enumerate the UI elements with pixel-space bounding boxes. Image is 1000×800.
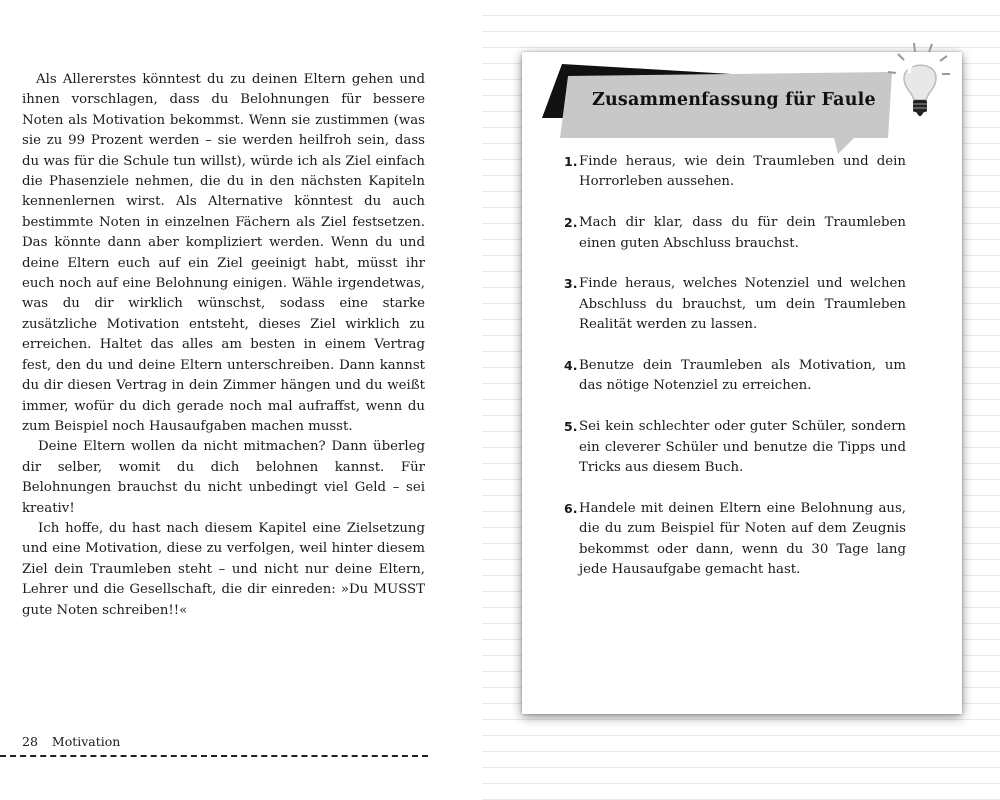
list-item: [564, 499, 906, 581]
title-banner: [538, 62, 938, 154]
item-number: 1.: [564, 154, 578, 169]
item-text: Mach dir klar, dass du für dein Traumleben einen guten Abschluss brauchst.: [579, 215, 906, 251]
footer-divider: [0, 755, 428, 757]
summary-box: [522, 52, 962, 714]
banner-gray-shape: [560, 72, 892, 154]
item-number: 2.: [564, 215, 578, 231]
item-number: 4.: [564, 358, 578, 374]
paragraph: Ich hoffe, du hast nach diesem Kapitel eine Zielsetzung und eine Motivation, diese zu verfolgen, weil hinter diesem Ziel dein Traumleben steht – und nicht nur deine Eltern, Lehrer und die Gesellschaft, die dir einreden: »Du MUSST gute Noten schreiben!!«: [22, 520, 425, 618]
chapter-title: Motivation: [51, 734, 121, 749]
item-number: 5.: [564, 419, 578, 435]
list-item: [564, 417, 906, 478]
item-text: Finde heraus, wie dein Traumleben und dein Horrorleben aussehen.: [579, 154, 906, 190]
summary-title: Zusammenfassung für Faule: [592, 90, 876, 110]
list-item: [564, 152, 906, 193]
right-page: [482, 0, 1000, 800]
page-number: 28: [22, 734, 38, 749]
paragraph: Als Allererstes könntest du zu deinen Eltern gehen und ihnen vorschlagen, dass du Belohnungen für bessere Noten als Motivation bekommst. Wenn sie zustimmen (was sie zu 99 Prozent werden – sie werden heilfroh sein, dass du was für die Schule tun willst), würde ich als Ziel einfach die Phasenziele nehmen, die du in den nächsten Kapiteln kennenlernen wirst. Als Alternative könntest du auch bestimmte Noten in einzelnen Fächern als Ziel festsetzen. Das könnte dann aber kompliziert werden. Wenn du und deine Eltern euch auf ein Ziel geeinigt habt, müsst ihr euch noch auf eine Belohnung einigen. Wähle irgendetwas, was du dir wirklich wünschst, sodass eine starke zusätzliche Motivation entsteht, dieses Ziel wirklich zu erreichen. Haltet das alles am besten in einem Vertrag fest, den du und deine Eltern unterschreiben. Dann kannst du dir diesen Vertrag in dein Zimmer hängen und du weißt immer, wofür du dich gerade noch mal aufraffst, wenn du zum Beispiel noch Hausaufgaben machen musst.: [22, 72, 425, 434]
item-number: 6.: [564, 500, 578, 516]
summary-list: [564, 152, 906, 601]
item-number: 3.: [564, 276, 578, 292]
page-footer: [22, 734, 120, 749]
left-page: [0, 0, 470, 800]
paragraph: Deine Eltern wollen da nicht mitmachen? Dann überleg dir selber, womit du dich belohnen kannst. Für Belohnungen brauchst du nicht unbedingt viel Geld – sei kreativ!: [22, 439, 425, 516]
body-text: [22, 70, 425, 621]
item-text: Sei kein schlechter oder guter Schüler, sondern ein cleverer Schüler und benutze die Tipps und Tricks aus diesem Buch.: [579, 419, 906, 476]
item-text: Benutze dein Traumleben als Motivation, um das nötige Notenziel zu erreichen.: [579, 358, 906, 394]
item-text: Handele mit deinen Eltern eine Belohnung aus, die du zum Beispiel für Noten auf dem Zeugnis bekommst oder dann, wenn du 30 Tage lang jede Hausaufgabe gemacht hast.: [579, 500, 906, 578]
item-text: Finde heraus, welches Notenziel und welchen Abschluss du brauchst, um dein Traumleben Realität werden zu lassen.: [579, 276, 906, 333]
list-item: [564, 213, 906, 254]
list-item: [564, 356, 906, 397]
lightbulb-icon: [884, 40, 954, 124]
list-item: [564, 274, 906, 335]
